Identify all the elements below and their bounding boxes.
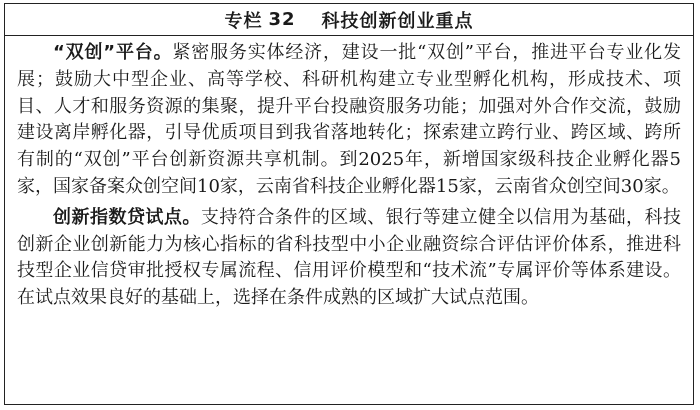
header-prefix: 专栏 bbox=[224, 10, 263, 32]
paragraph-keyword: “双创”平台。 bbox=[53, 42, 173, 63]
header-title: 科技创新创业重点 bbox=[321, 10, 474, 32]
header-number: 32 bbox=[268, 9, 296, 30]
paragraph-dual-innovation-platform bbox=[17, 40, 681, 201]
paragraph-text: 支持符合条件的区域、银行等建立健全以信用为基础，科技创新企业创新能力为核心指标的省科技型中小企业融资综合评估评价体系，推进科技型企业信贷审批授权专属流程、信用评价模型和“技术流”专属评价等体系建设。在试点效果良好的基础上，选择在条件成熟的区域扩大试点范围。 bbox=[17, 206, 682, 309]
feature-box bbox=[4, 3, 694, 405]
paragraph-text: 紧密服务实体经济，建设一批“双创”平台，推进平台专业化发展；鼓励大中型企业、高等学校、科研机构建立专业型孵化机构，形成技术、项目、人才和服务资源的集聚，提升平台投融资服务功能；加强对外合作交流，鼓励建设离岸孵化器，引导优质项目到我省落地转化；探索建立跨行业、跨区域、跨所有制的“双创”平台创新资源共享机制。到2025年，新增国家级科技企业孵化器5家，国家备案众创空间10家，云南省科技企业孵化器15家，云南省众创空间30家。 bbox=[17, 42, 681, 197]
box-header bbox=[5, 4, 693, 36]
box-body bbox=[5, 36, 693, 312]
paragraph-keyword: 创新指数贷试点。 bbox=[53, 206, 201, 228]
paragraph-innovation-index-loan bbox=[17, 205, 681, 312]
